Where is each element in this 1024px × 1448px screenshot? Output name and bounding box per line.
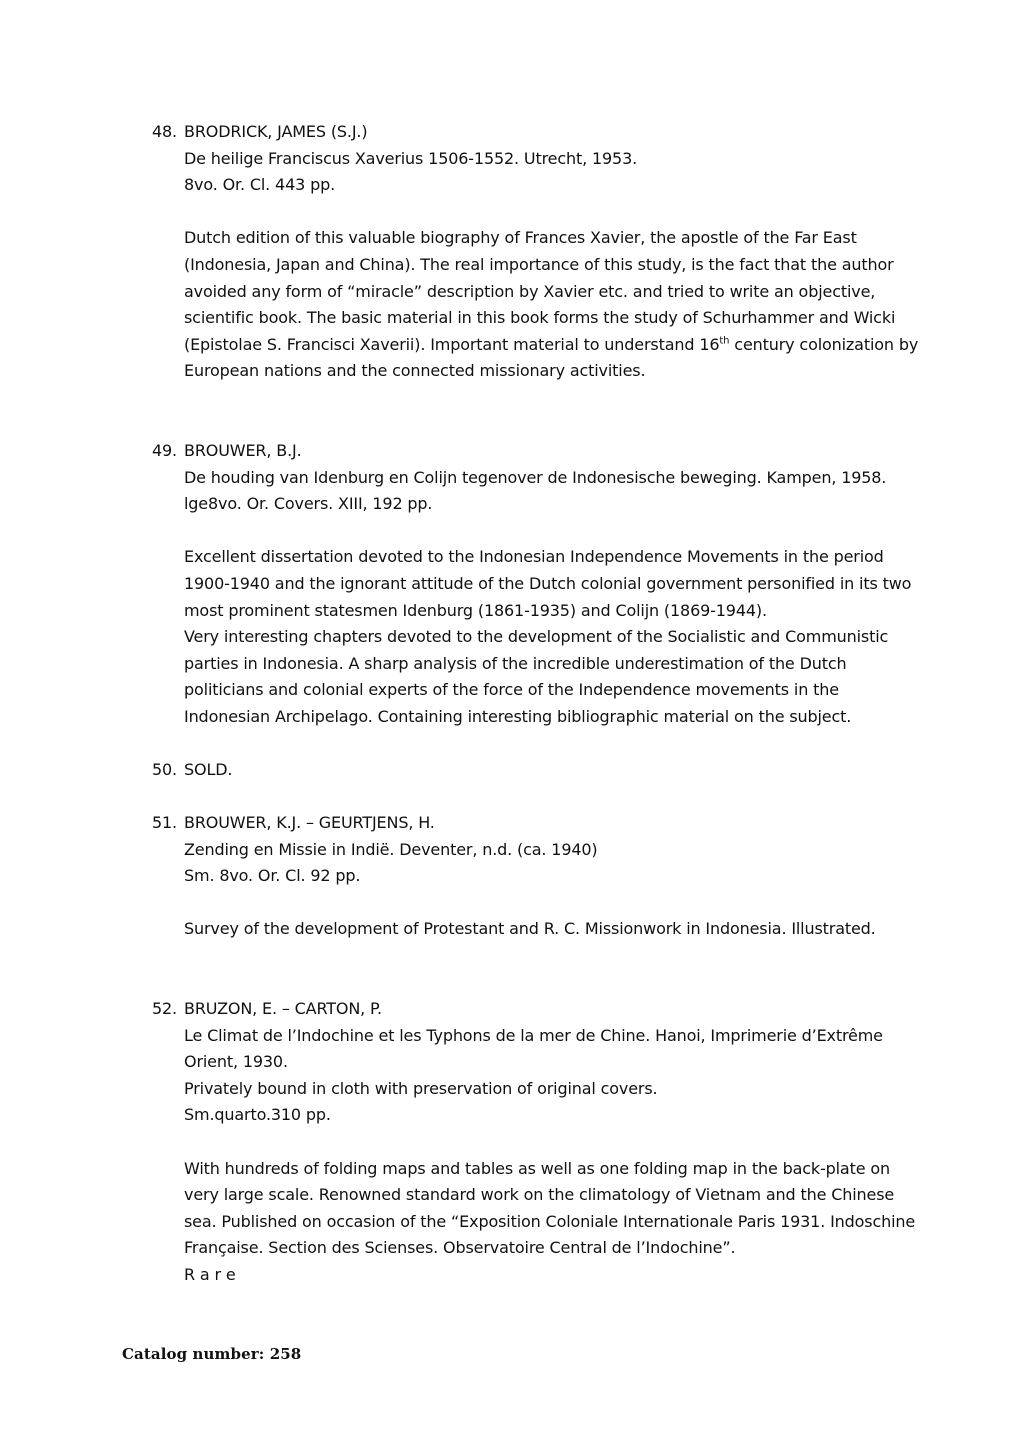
- entry-description-line: very large scale. Renowned standard work on the climatology of Vietnam and the Chinese: [184, 1185, 895, 1205]
- entry-description-line: (Indonesia, Japan and China). The real importance of this study, is the fact that the author: [184, 254, 894, 274]
- entry-heading: [152, 438, 912, 465]
- entry-heading: [152, 757, 912, 784]
- entry-heading: [152, 996, 912, 1023]
- entry-description-line: scientific book. The basic material in this book forms the study of Schurhammer and Wicki: [184, 308, 896, 328]
- catalog-number-footer: Catalog number: 258: [122, 1345, 302, 1363]
- entry-author: BROUWER, K.J. – GEURTJENS, H.: [184, 813, 435, 832]
- entry-description-line: [152, 332, 919, 359]
- entry-author: BRODRICK, JAMES (S.J.): [184, 122, 368, 141]
- entry-description-line: Indonesian Archipelago. Containing interesting bibliographic material on the subject.: [184, 706, 852, 726]
- entry-description-line: avoided any form of “miracle” description by Xavier etc. and tried to write an objective,: [184, 281, 876, 301]
- entry-description-line: Survey of the development of Protestant and R. C. Missionwork in Indonesia. Illustrated.: [184, 919, 876, 939]
- entry-title: De houding van Idenburg en Colijn tegenover de Indonesische beweging. Kampen, 1958.: [184, 467, 887, 487]
- entry-title: Orient, 1930.: [184, 1052, 288, 1072]
- catalog-entry-52: [152, 996, 916, 1289]
- description-text: century colonization by: [729, 334, 919, 354]
- entry-format: Sm.quarto.310 pp.: [184, 1105, 331, 1125]
- entry-rarity: R a r e: [184, 1264, 236, 1284]
- entry-number: 52.: [152, 999, 177, 1018]
- entry-description-line: politicians and colonial experts of the force of the Independence movements in the: [184, 680, 839, 700]
- entry-format: Sm. 8vo. Or. Cl. 92 pp.: [184, 866, 361, 886]
- entry-heading: [152, 119, 912, 146]
- entry-author: BRUZON, E. – CARTON, P.: [184, 999, 382, 1018]
- entry-description-line: sea. Published on occasion of the “Exposition Coloniale Internationale Paris 1931. Indoschine: [184, 1211, 916, 1231]
- entry-author: SOLD.: [184, 760, 233, 779]
- entry-heading: [152, 810, 912, 837]
- entry-binding: Privately bound in cloth with preservation of original covers.: [184, 1078, 658, 1098]
- entry-description-line: Very interesting chapters devoted to the development of the Socialistic and Communistic: [184, 627, 889, 647]
- entry-description-line: With hundreds of folding maps and tables as well as one folding map in the back-plate on: [184, 1158, 890, 1178]
- catalog-entry-49: [152, 438, 912, 731]
- entry-description-line: Dutch edition of this valuable biography of Frances Xavier, the apostle of the Far East: [184, 228, 857, 248]
- entry-title: Le Climat de l’Indochine et les Typhons de la mer de Chine. Hanoi, Imprimerie d’Extrême: [184, 1025, 883, 1045]
- entry-title: Zending en Missie in Indië. Deventer, n.d. (ca. 1940): [184, 839, 598, 859]
- entry-number: 49.: [152, 441, 177, 460]
- entry-description-line: Française. Section des Scienses. Observatoire Central de l’Indochine”.: [184, 1238, 736, 1258]
- entry-description-line: 1900-1940 and the ignorant attitude of the Dutch colonial government personified in its two: [184, 573, 912, 593]
- entry-number: 51.: [152, 813, 177, 832]
- entry-number: 50.: [152, 760, 177, 779]
- entry-title: De heilige Franciscus Xaverius 1506-1552. Utrecht, 1953.: [184, 148, 638, 168]
- superscript-ordinal: th: [719, 335, 730, 347]
- entry-author: BROUWER, B.J.: [184, 441, 302, 460]
- entry-number: 48.: [152, 122, 177, 141]
- entry-description-line: Excellent dissertation devoted to the Indonesian Independence Movements in the period: [184, 547, 884, 567]
- entry-description-line: parties in Indonesia. A sharp analysis of the incredible underestimation of the Dutch: [184, 653, 847, 673]
- entry-description-line: European nations and the connected missionary activities.: [184, 361, 646, 381]
- description-text: (Epistolae S. Francisci Xaverii). Important material to understand 16: [184, 334, 720, 354]
- catalog-entry-51: [152, 810, 912, 943]
- catalog-entry-50: [152, 757, 912, 784]
- entry-format: lge8vo. Or. Covers. XIII, 192 pp.: [184, 494, 433, 514]
- entry-description-line: most prominent statesmen Idenburg (1861-1935) and Colijn (1869-1944).: [184, 600, 767, 620]
- entry-format: 8vo. Or. Cl. 443 pp.: [184, 175, 336, 195]
- catalog-entry-48: [152, 119, 919, 385]
